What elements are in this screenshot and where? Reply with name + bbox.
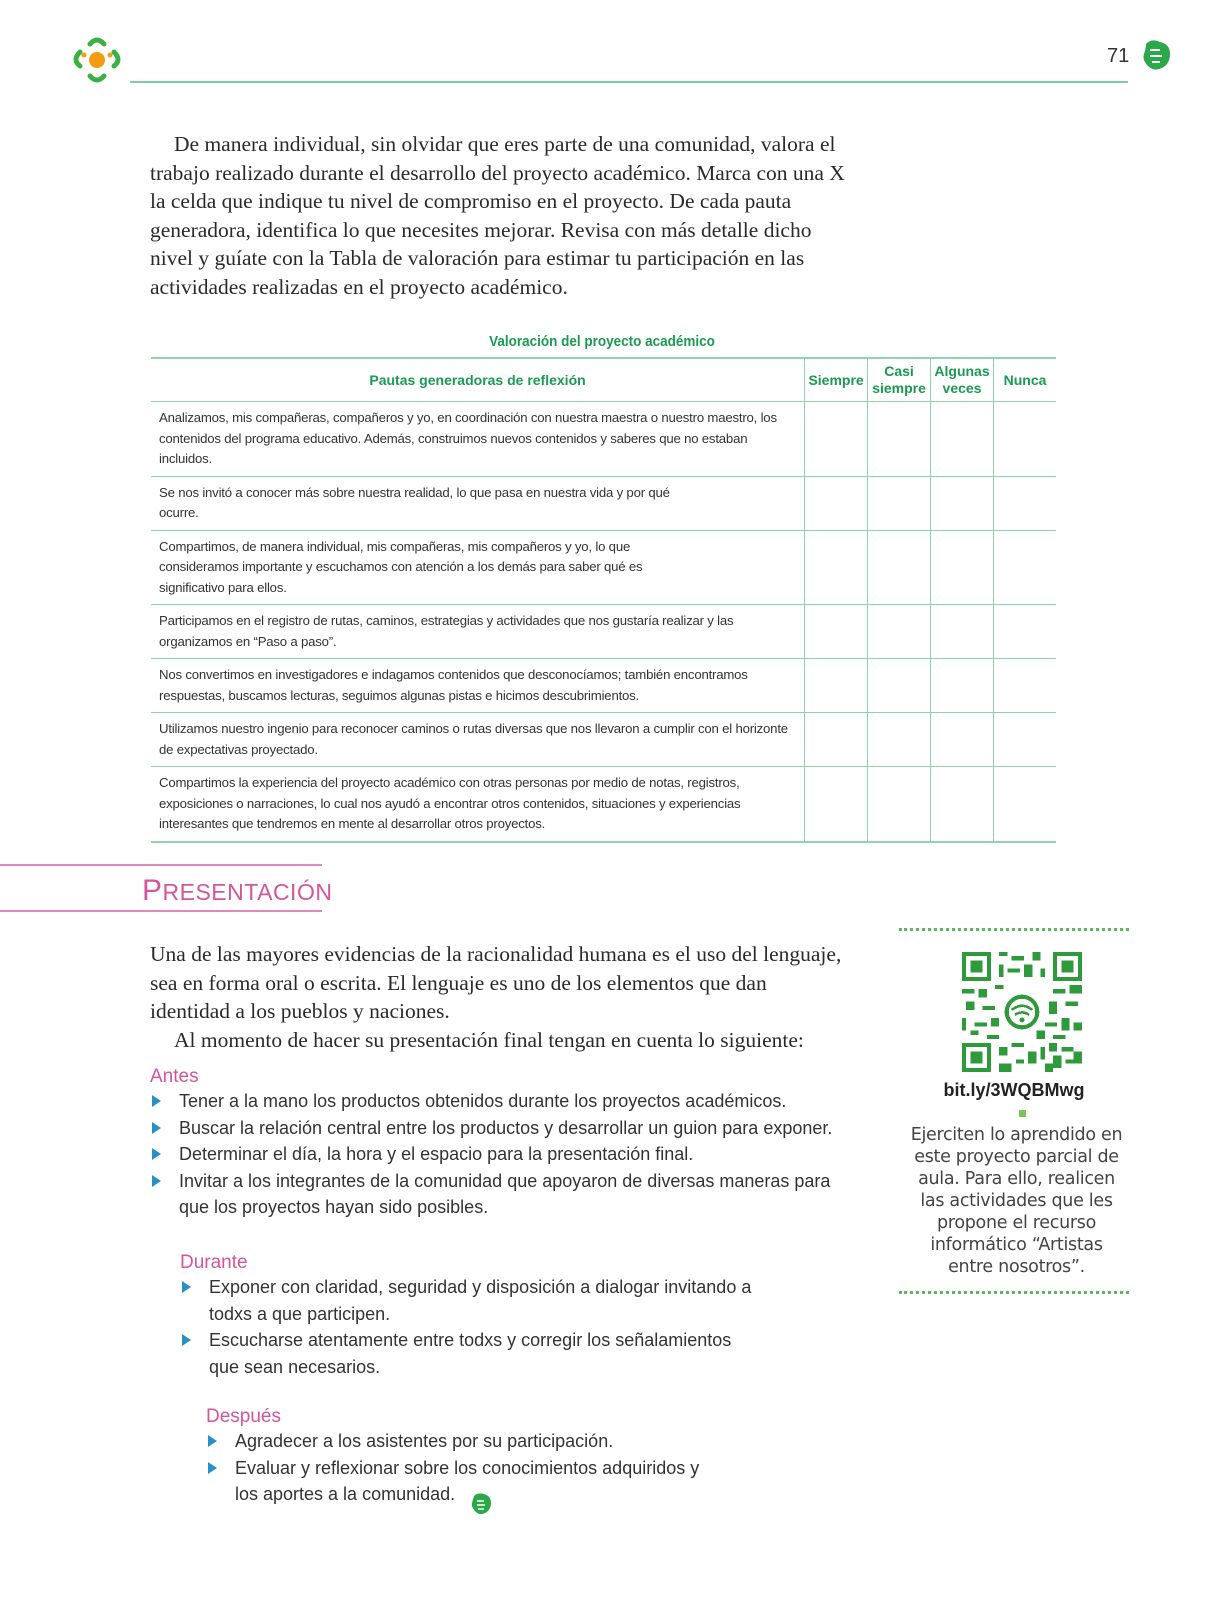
pauta-cell: Nos convertimos en investigadores e indagamos contenidos que desconocíamos; también encontramos respuestas, buscamos lecturas, seguimos algunas pistas e hicimos descubrimientos. (151, 659, 805, 713)
list-item-text: Invitar a los integrantes de la comunidad que apoyaron de diversas maneras para que los proyectos hayan sido posibles. (179, 1170, 831, 1217)
list-item (180, 1274, 760, 1327)
column-header-siempre: Siempre (805, 358, 868, 402)
mark-cell-casi-siempre[interactable] (868, 659, 931, 713)
mark-cell-casi-siempre[interactable] (868, 530, 931, 605)
mark-cell-casi-siempre[interactable] (868, 476, 931, 530)
mark-cell-casi-siempre[interactable] (868, 605, 931, 659)
mark-cell-nunca[interactable] (994, 530, 1056, 605)
mark-cell-siempre[interactable] (805, 767, 868, 842)
section-title (142, 874, 332, 908)
bullet-arrow-icon (152, 1148, 161, 1160)
list-item-text: Evaluar y reflexionar sobre los conocimientos adquiridos y los aportes a la comunidad. (235, 1457, 700, 1504)
list-item-text: Buscar la relación central entre los productos y desarrollar un guion para exponer. (179, 1117, 833, 1138)
mark-cell-nunca[interactable] (994, 402, 1056, 477)
antes-heading: Antes (150, 1066, 199, 1087)
list-item-text: Agradecer a los asistentes por su participación. (235, 1431, 614, 1451)
mark-cell-algunas-veces[interactable] (931, 530, 994, 605)
presentation-paragraph-2: Al momento de hacer su presentación final tengan en cuenta lo siguiente: (174, 1027, 804, 1052)
pauta-cell: Compartimos, de manera individual, mis compañeras, mis compañeros y yo, lo que consideramos importante y escuchamos con atención a los demás para saber qué es significativo para ellos. (151, 530, 805, 605)
table-header-row (151, 358, 1056, 402)
intro-paragraph: De manera individual, sin olvidar que eres parte de una comunidad, valora el trabajo realizado durante el desarrollo del proyecto académico. Marca con una X la celda que indique tu nivel de compromiso en el proyecto. De cada pauta generadora, identifica lo que necesites mejorar. Revisa con más detalle dicho nivel y guíate con la Tabla de valoración para estimar tu participación en las actividades realizadas en el proyecto académico. (150, 132, 845, 299)
presentation-paragraph-1: Una de las mayores evidencias de la racionalidad humana es el uso del lenguaje, sea en forma oral o escrita. El lenguaje es uno de los elementos que dan identidad a los pueblos y naciones. (150, 942, 842, 1023)
mark-cell-algunas-veces[interactable] (931, 476, 994, 530)
mark-cell-casi-siempre[interactable] (868, 713, 931, 767)
section-title-rest: RESENTACIÓN (162, 879, 333, 905)
list-item-text: Escucharse atentamente entre todxs y corregir los señalamientos que sean necesarios. (209, 1330, 732, 1377)
column-header-pautas: Pautas generadoras de reflexión (151, 358, 805, 402)
mark-cell-casi-siempre[interactable] (868, 767, 931, 842)
mark-cell-nunca[interactable] (994, 476, 1056, 530)
despues-list (206, 1428, 726, 1508)
section-title-initial: P (142, 874, 163, 907)
table-row (151, 767, 1056, 842)
table-row (151, 659, 1056, 713)
column-header-casi-siempre: Casi siempre (868, 358, 931, 402)
mark-cell-siempre[interactable] (805, 476, 868, 530)
evaluation-table (151, 357, 1056, 843)
despues-heading: Después (206, 1406, 281, 1427)
mark-cell-siempre[interactable] (805, 713, 868, 767)
mark-cell-siempre[interactable] (805, 605, 868, 659)
table-row (151, 713, 1056, 767)
page-number: 71 (1107, 45, 1130, 67)
mark-cell-nunca[interactable] (994, 605, 1056, 659)
durante-list (180, 1274, 760, 1380)
list-item (150, 1088, 840, 1115)
qr-code-icon[interactable] (962, 952, 1082, 1072)
bullet-arrow-icon (182, 1334, 191, 1346)
square-marker-icon (1019, 1110, 1026, 1117)
section-rule-bottom (0, 910, 322, 912)
mark-cell-algunas-veces[interactable] (931, 605, 994, 659)
table-row (151, 476, 1056, 530)
list-item (150, 1141, 840, 1168)
pauta-cell: Compartimos la experiencia del proyecto académico con otras personas por medio de notas, registros, exposiciones o narraciones, lo cual nos ayudó a encontrar otros contenidos, situaciones y experiencias interesantes que tendremos en mente al desarrollar otros proyectos. (151, 767, 805, 842)
header-rule (130, 81, 1128, 83)
mark-cell-nunca[interactable] (994, 767, 1056, 842)
bullet-arrow-icon (208, 1462, 217, 1474)
list-item (206, 1428, 726, 1455)
pauta-cell: Utilizamos nuestro ingenio para reconocer caminos o rutas diversas que nos llevaron a cumplir con el horizonte de expectativas proyectado. (151, 713, 805, 767)
table-row (151, 402, 1056, 477)
bullet-arrow-icon (152, 1095, 161, 1107)
section-rule-top (0, 864, 322, 866)
list-item (150, 1115, 840, 1142)
table-title: Valoración del proyecto académico (489, 333, 715, 350)
presentation-paragraph (150, 940, 850, 1054)
mark-cell-algunas-veces[interactable] (931, 402, 994, 477)
column-header-nunca: Nunca (994, 358, 1056, 402)
bullet-arrow-icon (152, 1122, 161, 1134)
table-row (151, 530, 1056, 605)
sun-logo-icon (70, 34, 124, 86)
glyph-icon (470, 1492, 492, 1518)
pauta-cell: Se nos invitó a conocer más sobre nuestra realidad, lo que pasa en nuestra vida y por qué ocurre. (151, 476, 805, 530)
mark-cell-algunas-veces[interactable] (931, 767, 994, 842)
mark-cell-nunca[interactable] (994, 713, 1056, 767)
durante-heading: Durante (180, 1252, 248, 1273)
bullet-arrow-icon (152, 1175, 161, 1187)
glyph-icon (1140, 38, 1172, 74)
pauta-cell: Analizamos, mis compañeras, compañeros y yo, en coordinación con nuestra maestra o nuestro maestro, los contenidos del programa educativo. Además, construimos nuevos contenidos y saberes que no estaban incluidos. (151, 402, 805, 477)
pauta-cell: Participamos en el registro de rutas, caminos, estrategias y actividades que nos gustaría realizar y las organizamos en “Paso a paso”. (151, 605, 805, 659)
list-item-text: Determinar el día, la hora y el espacio para la presentación final. (179, 1144, 694, 1164)
mark-cell-siempre[interactable] (805, 402, 868, 477)
resource-link[interactable]: bit.ly/3WQBMwg (943, 1080, 1085, 1100)
antes-list (150, 1088, 840, 1221)
mark-cell-algunas-veces[interactable] (931, 659, 994, 713)
list-item (150, 1168, 840, 1221)
list-item-text: Exponer con claridad, seguridad y disposición a dialogar invitando a todxs a que participen. (209, 1277, 752, 1324)
column-header-algunas-veces: Algunas veces (931, 358, 994, 402)
list-item (180, 1327, 760, 1380)
table-row (151, 605, 1056, 659)
resource-description: Ejerciten lo aprendido en este proyecto parcial de aula. Para ello, realicen las actividades que les propone el recurso informático “Artistas entre nosotros”. (910, 1125, 1123, 1277)
mark-cell-casi-siempre[interactable] (868, 402, 931, 477)
list-item (206, 1455, 726, 1508)
bullet-arrow-icon (182, 1281, 191, 1293)
mark-cell-siempre[interactable] (805, 530, 868, 605)
mark-cell-algunas-veces[interactable] (931, 713, 994, 767)
mark-cell-nunca[interactable] (994, 659, 1056, 713)
list-item-text: Tener a la mano los productos obtenidos durante los proyectos académicos. (179, 1091, 787, 1111)
mark-cell-siempre[interactable] (805, 659, 868, 713)
bullet-arrow-icon (208, 1435, 217, 1447)
